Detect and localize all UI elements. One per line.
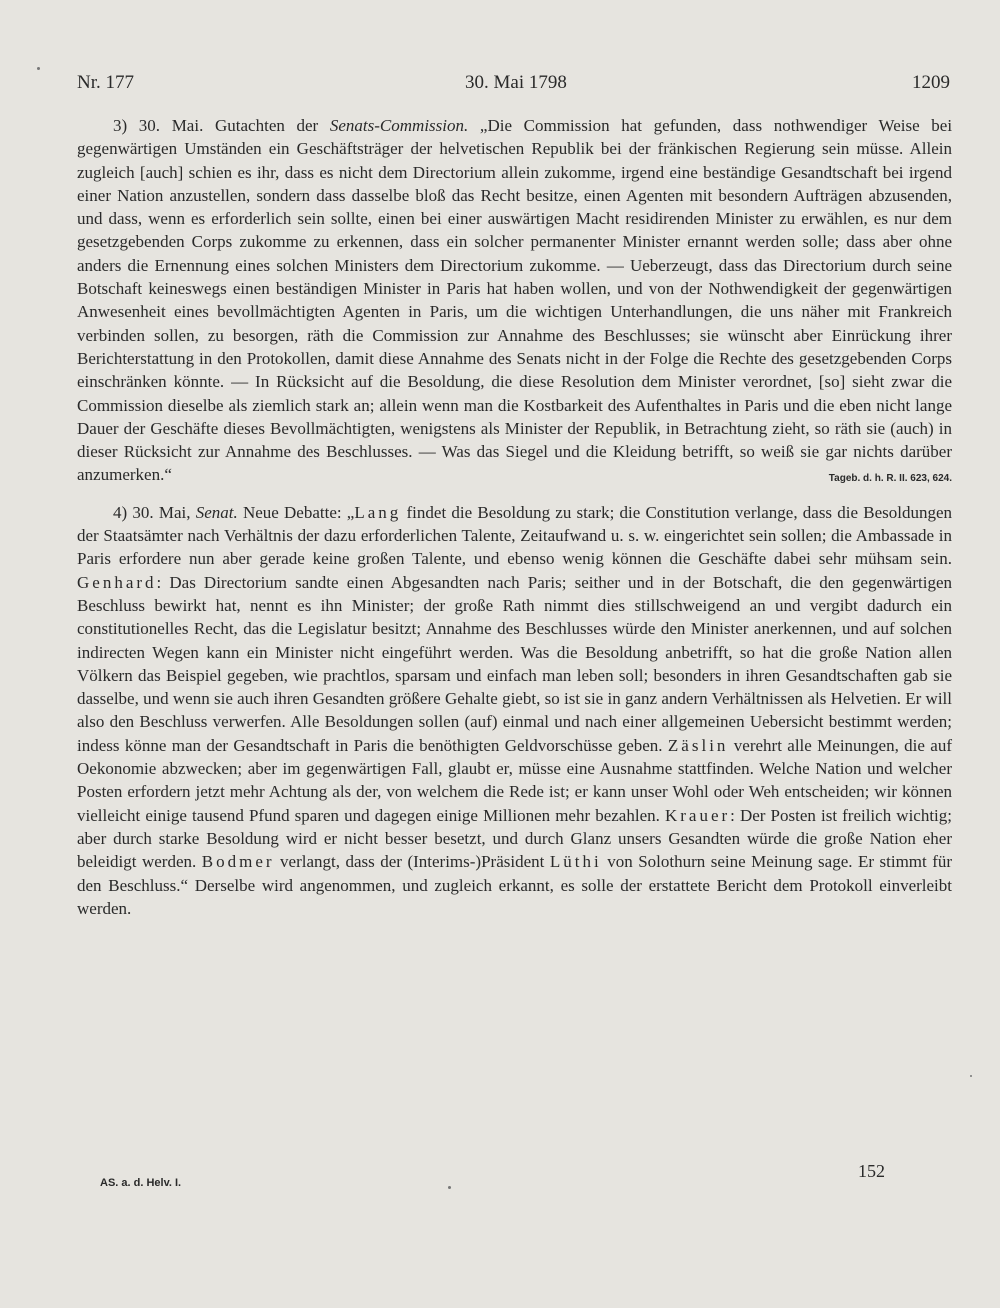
section-3-number: 3) 30. Mai.	[113, 116, 204, 135]
speaker-genhard: Genhard	[77, 572, 157, 592]
paper-speck	[448, 1186, 451, 1189]
speech-zaeslin: verehrt alle Meinungen, die auf Oekonomie abzwecken; aber im gegenwärtigen Fall, glaubt er, müsse eine Ausnahme stattfinden. Welche Nation und welcher Posten erfordern jetzt mehr Achtung als der, von welchem die Rede ist; er kann unser Wohl oder Weh entscheiden; wir können vielleicht einige tausend Pfund sparen und dagegen einige Millionen mehr bezahlen.	[77, 735, 953, 825]
section-3-reference: Tageb. d. h. R. II. 623, 624.	[828, 473, 952, 485]
body-text	[77, 114, 952, 920]
paper-speck	[37, 67, 40, 70]
speaker-zaeslin: Zäslin	[667, 735, 729, 755]
sheet-signature: 152	[858, 1161, 885, 1181]
series-footer: AS. a. d. Helv. I.	[100, 1177, 182, 1189]
header-date: 30. Mai 1798	[465, 72, 567, 93]
section-3-paragraph	[77, 114, 952, 487]
speech-lang: findet die Besoldung zu stark; die Constitution verlange, dass die Besoldungen der Staatsämter nach Verhältnis der dazu erforderlichen Talente, Zeitaufwand u. s. w. eingerichtet sein sollen; die Ambassade in Paris erfordere nun aber gerade keine großen Talente, und ebenso wenig können die Geschäfte dabei sehr mühsam sein.	[77, 502, 953, 569]
speaker-luethi: Lüthi	[549, 852, 602, 872]
speech-bodmer: verlangt, dass der (Interims-)Präsident	[280, 852, 545, 872]
page-number: 1209	[912, 72, 950, 93]
speech-luethi: von Solothurn seine Meinung sage. Er stimmt für den Beschluss.“ Derselbe wird angenommen, und zugleich erkannt, es solle der erstattete Bericht dem Protokoll einverleibt werden.	[77, 852, 953, 918]
speaker-lang: Lang	[354, 502, 402, 522]
speaker-krauer: Krauer	[664, 805, 731, 825]
section-4-source: Senat.	[195, 502, 238, 522]
section-4-number: 4) 30. Mai,	[113, 502, 191, 522]
section-3-text: „Die Commission hat gefunden, dass nothwendiger Weise bei gegenwärtigen Umständen ein Geschäftsträger der helvetischen Republik bei der fränkischen Regierung sein müsse. Allein zugleich [auch] schien es ihr, dass es nicht dem Directorium allein zukomme, irgend eine beständige Gesandtschaft bei irgend einer Nation anzustellen, sondern dass dasselbe bloß das Recht besitze, einen Agenten mit besondern Aufträgen abzusenden, und dass, wenn es erforderlich sein sollte, einen bei einer auswärtigen Macht residirenden Minister zu erwählen, es nur dem gesetzgebenden Corps zukomme zu erkennen, dass ein solcher permanenter Minister ernannt werden solle; dass aber ohne anders die Ernennung eines solchen Ministers dem Directorium zukomme. — Ueberzeugt, dass das Directorium durch seine Botschaft keineswegs einen beständigen Minister in Paris hat haben wollen, und von der Nothwendigkeit der gegenwärtigen Anwesenheit eines bevollmächtigten Agenten in Paris, um die wichtigen Unterhandlungen, die uns näher mit Frankreich verbinden sollen, zu besorgen, räth die Commission zur Annahme des Beschlusses; sie wünscht aber Einrückung ihrer Berichterstattung in den Protokollen, damit diese Annahme des Senats nicht in der Folge die Rechte des gesetzgebenden Corps einschränken könnte. — In Rücksicht auf die Besoldung, die diese Resolution dem Minister verordnet, [so] sieht zwar die Commission dieselbe als ziemlich stark an; allein wenn man die Kostbarkeit des Aufenthaltes in Paris und die eben nicht lange Dauer der Geschäfte dieses Bevollmächtigten, wenigstens als Minister der Republik, in Betrachtung zieht, so räth sie (auch) in dieser Rücksicht zur Annahme des Beschlusses. — Was das Siegel und die Kleidung betrifft, so weiß sie gar nichts darüber anzumerken.“	[77, 116, 953, 485]
document-number: Nr. 177	[77, 72, 134, 93]
section-4-paragraph	[77, 501, 952, 920]
section-4-lead: Neue Debatte: „	[242, 502, 355, 522]
paper-speck	[970, 1075, 972, 1077]
speech-krauer: : Der Posten ist freilich wichtig; aber durch starke Besoldung wird er nicht besser besetzt, und durch Glanz unsers Gesandten würde die große Nation eher beleidigt werden.	[77, 805, 953, 872]
speaker-bodmer: Bodmer	[201, 852, 275, 872]
speech-genhard: : Das Directorium sandte einen Abgesandten nach Paris; seither und in der Botschaft, die den gegenwärtigen Beschluss bewirkt hat, nennt es ihn Minister; der große Rath nimmt dies stillschweigend an und vergibt dadurch ein constitutionelles Recht, das die Legislatur besitzt; Annahme des Beschlusses würde den Minister anerkennen, und auf solchen indirecten Wegen kann ein Minister nicht eingeführt werden. Was die Besoldung anbetrifft, so hat die große Nation allen Völkern das Beispiel gegeben, wie prachtlos, sparsam und einfach man leben soll; besonders in ihren Gesandtschaften gab sie dasselbe, und wenn sie auch ihren Gesandten größere Gehalte giebt, so ist sie in ganz andern Verhältnissen als Helvetien. Er will also den Beschluss verwerfen. Alle Besoldungen sollen (auf) einmal und nach einer allgemeinen Uebersicht bestimmt werden; indess könne man der Gesandtschaft in Paris die benöthigten Geldvorschüsse geben.	[77, 572, 952, 755]
section-3-lead: Gutachten der	[215, 116, 319, 135]
section-3-source: Senats-Commission.	[329, 116, 469, 135]
running-header	[77, 72, 950, 102]
